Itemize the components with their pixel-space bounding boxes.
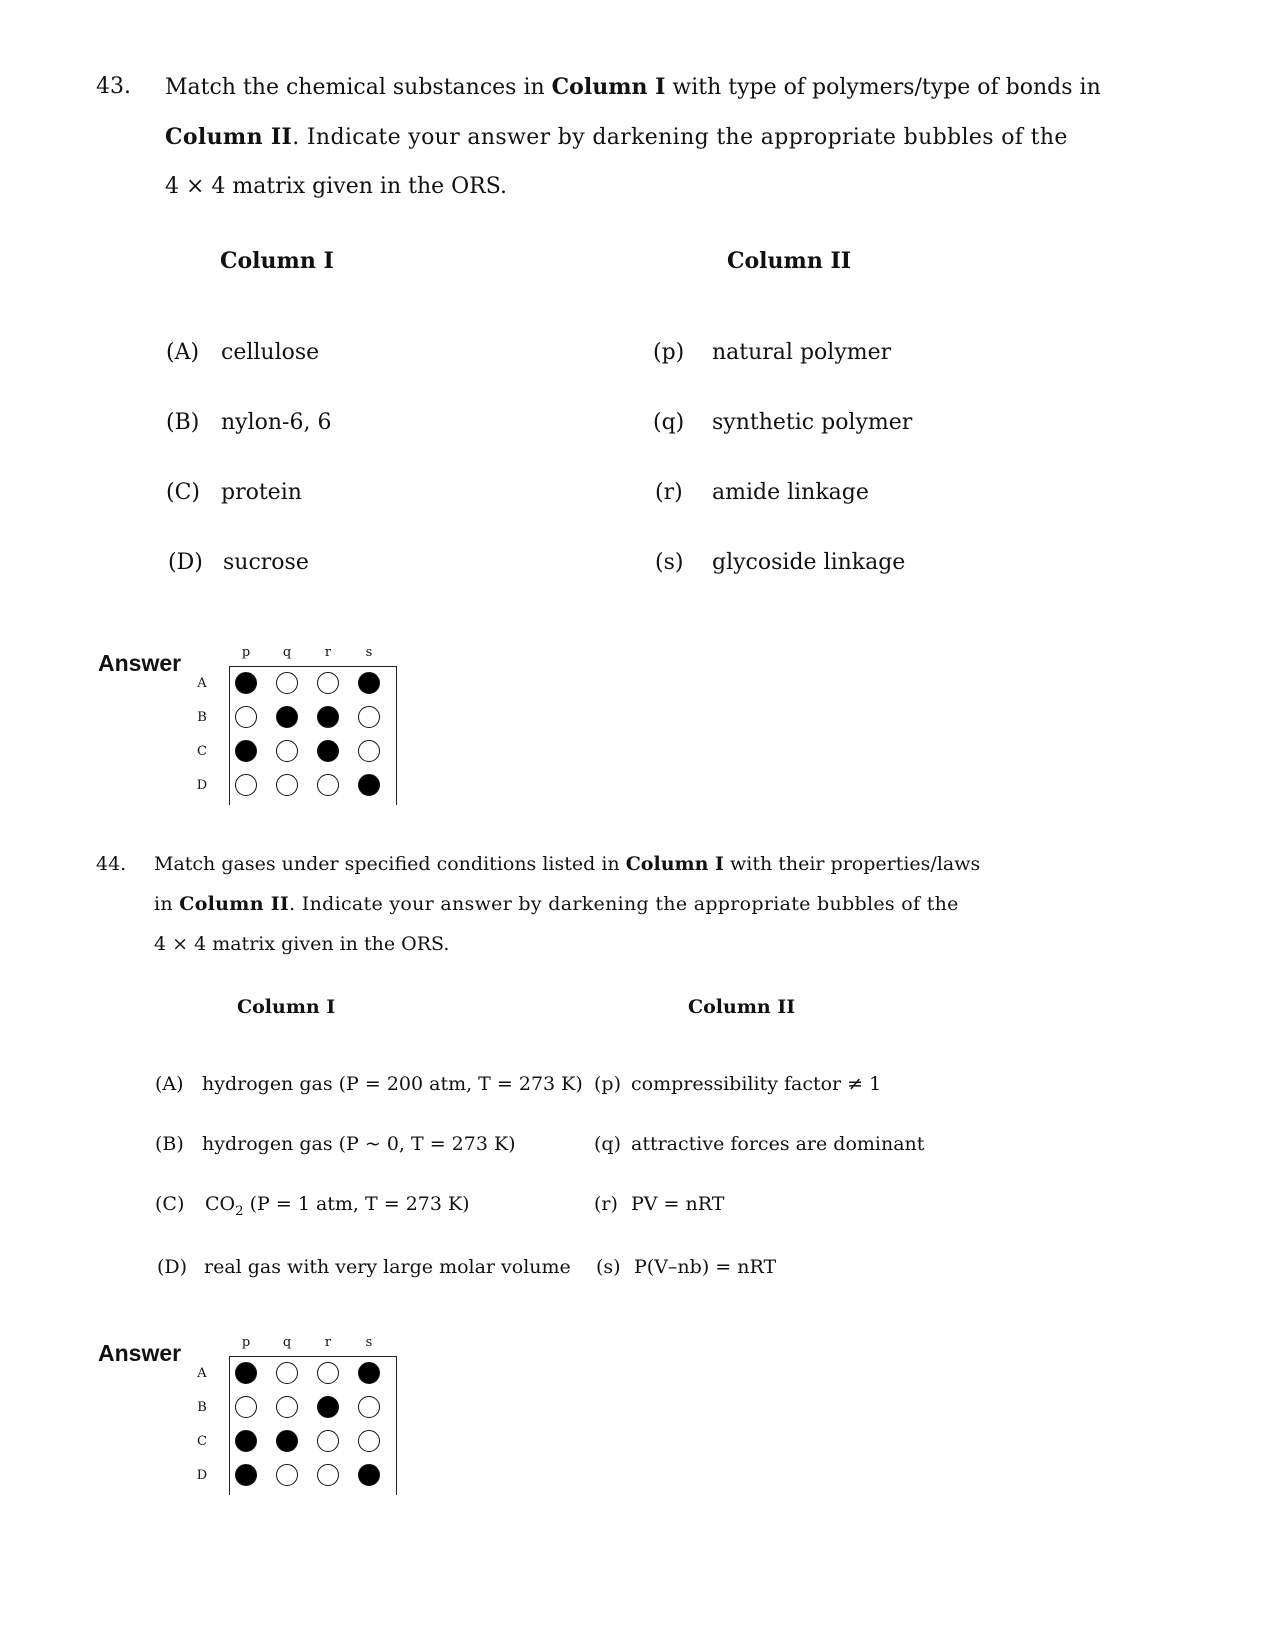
q43-row-label-B: B bbox=[197, 710, 207, 725]
q44-right-item-s: P(V–nb) = nRT bbox=[634, 1256, 777, 1278]
q44-right-label-r: (r) bbox=[594, 1193, 618, 1215]
q44-right-item-r: PV = nRT bbox=[631, 1193, 725, 1215]
q44-bubble-D-q[interactable] bbox=[276, 1464, 298, 1486]
q43-answer-label: Answer bbox=[98, 650, 182, 676]
q44-bubble-B-s[interactable] bbox=[358, 1396, 380, 1418]
q44-answer-label: Answer bbox=[98, 1340, 182, 1366]
q43-left-item-c: protein bbox=[221, 480, 302, 505]
q44-bubble-C-r[interactable] bbox=[317, 1430, 339, 1452]
q44-right-label-q: (q) bbox=[594, 1133, 621, 1155]
q44-right-item-q: attractive forces are dominant bbox=[631, 1133, 925, 1155]
q44-prompt-line2: in Column II. Indicate your answer by darkening the appropriate bubbles of the bbox=[154, 893, 959, 915]
q43-right-label-p: (p) bbox=[653, 340, 685, 365]
q44-bubble-D-s[interactable] bbox=[358, 1464, 380, 1486]
q44-bubble-A-s[interactable] bbox=[358, 1362, 380, 1384]
q43-left-item-a: cellulose bbox=[221, 340, 320, 365]
q43-right-item-p: natural polymer bbox=[712, 340, 892, 365]
q43-bubble-A-s[interactable] bbox=[358, 672, 380, 694]
q44-col-header-p: p bbox=[241, 1335, 251, 1350]
q44-bubble-B-p[interactable] bbox=[235, 1396, 257, 1418]
q43-bubble-B-s[interactable] bbox=[358, 706, 380, 728]
q43-col-header-r: r bbox=[324, 645, 332, 660]
q43-bubble-C-p[interactable] bbox=[235, 740, 257, 762]
q43-bubble-D-q[interactable] bbox=[276, 774, 298, 796]
q43-right-item-s: glycoside linkage bbox=[712, 550, 906, 575]
q43-prompt-line2: Column II. Indicate your answer by darkening the appropriate bubbles of the bbox=[165, 124, 1068, 150]
q44-right-label-p: (p) bbox=[594, 1073, 621, 1095]
q44-bubble-D-r[interactable] bbox=[317, 1464, 339, 1486]
q44-bubble-D-p[interactable] bbox=[235, 1464, 257, 1486]
q43-right-item-r: amide linkage bbox=[712, 480, 869, 505]
q44-row-label-D: D bbox=[196, 1468, 208, 1483]
q44-right-item-p: compressibility factor ≠ 1 bbox=[631, 1073, 882, 1095]
q43-number: 43. bbox=[96, 74, 131, 99]
q44-column1-header: Column I bbox=[237, 996, 336, 1018]
q44-left-item-d: real gas with very large molar volume bbox=[204, 1256, 571, 1278]
q43-bubble-C-q[interactable] bbox=[276, 740, 298, 762]
q43-left-label-a: (A) bbox=[166, 340, 200, 365]
q43-bubble-A-r[interactable] bbox=[317, 672, 339, 694]
q43-row-label-A: A bbox=[197, 676, 207, 691]
q44-right-label-s: (s) bbox=[596, 1256, 621, 1278]
q44-left-label-b: (B) bbox=[155, 1133, 184, 1155]
q44-row-label-A: A bbox=[197, 1366, 207, 1381]
q43-prompt-line1: Match the chemical substances in Column I with type of polymers/type of bonds in bbox=[165, 74, 1101, 100]
q44-left-item-c: $CO_2$ (P = 1 atm, T = 273 K) bbox=[205, 1193, 470, 1219]
q43-right-label-s: (s) bbox=[655, 550, 684, 575]
q44-row-label-B: B bbox=[197, 1400, 207, 1415]
q43-column1-header: Column I bbox=[220, 248, 334, 274]
q43-bubble-C-s[interactable] bbox=[358, 740, 380, 762]
q43-right-item-q: synthetic polymer bbox=[712, 410, 913, 435]
q43-prompt-line3: 4 × 4 matrix given in the ORS. bbox=[165, 174, 508, 199]
q43-bubble-B-q[interactable] bbox=[276, 706, 298, 728]
q43-right-label-q: (q) bbox=[653, 410, 685, 435]
q43-col-header-q: q bbox=[282, 645, 292, 660]
q43-row-label-D: D bbox=[196, 778, 208, 793]
q44-bubble-C-q[interactable] bbox=[276, 1430, 298, 1452]
q44-bubble-C-s[interactable] bbox=[358, 1430, 380, 1452]
q44-column2-header: Column II bbox=[688, 996, 796, 1018]
q44-number: 44. bbox=[96, 853, 127, 875]
q43-row-label-C: C bbox=[197, 744, 207, 759]
q43-bubble-D-p[interactable] bbox=[235, 774, 257, 796]
q44-bubble-A-r[interactable] bbox=[317, 1362, 339, 1384]
q44-row-label-C: C bbox=[197, 1434, 207, 1449]
q44-col-header-r: r bbox=[324, 1335, 332, 1350]
q43-bubble-D-s[interactable] bbox=[358, 774, 380, 796]
q43-bubble-A-q[interactable] bbox=[276, 672, 298, 694]
q44-bubble-B-r[interactable] bbox=[317, 1396, 339, 1418]
q43-left-label-c: (C) bbox=[166, 480, 200, 505]
q44-col-header-s: s bbox=[365, 1335, 373, 1350]
q43-col-header-p: p bbox=[241, 645, 251, 660]
q43-left-label-d: (D) bbox=[168, 550, 203, 575]
q44-col-header-q: q bbox=[282, 1335, 292, 1350]
q44-bubble-A-p[interactable] bbox=[235, 1362, 257, 1384]
q44-left-label-d: (D) bbox=[157, 1256, 188, 1278]
q44-left-item-a: hydrogen gas (P = 200 atm, T = 273 K) bbox=[202, 1073, 583, 1095]
q43-right-label-r: (r) bbox=[655, 480, 683, 505]
q44-bubble-B-q[interactable] bbox=[276, 1396, 298, 1418]
q43-left-item-b: nylon-6, 6 bbox=[221, 410, 332, 435]
q44-bubble-C-p[interactable] bbox=[235, 1430, 257, 1452]
q43-bubble-C-r[interactable] bbox=[317, 740, 339, 762]
q43-bubble-B-p[interactable] bbox=[235, 706, 257, 728]
q44-left-label-c: (C) bbox=[155, 1193, 185, 1215]
q43-bubble-B-r[interactable] bbox=[317, 706, 339, 728]
q44-prompt-line3: 4 × 4 matrix given in the ORS. bbox=[154, 933, 450, 955]
q44-bubble-A-q[interactable] bbox=[276, 1362, 298, 1384]
q43-bubble-A-p[interactable] bbox=[235, 672, 257, 694]
q43-bubble-D-r[interactable] bbox=[317, 774, 339, 796]
q43-left-label-b: (B) bbox=[166, 410, 200, 435]
q44-prompt-line1: Match gases under specified conditions listed in Column I with their properties/laws bbox=[154, 853, 981, 875]
q43-col-header-s: s bbox=[365, 645, 373, 660]
q43-column2-header: Column II bbox=[727, 248, 852, 274]
q43-left-item-d: sucrose bbox=[223, 550, 309, 575]
q44-left-item-b: hydrogen gas (P ~ 0, T = 273 K) bbox=[202, 1133, 516, 1155]
q44-left-label-a: (A) bbox=[155, 1073, 184, 1095]
